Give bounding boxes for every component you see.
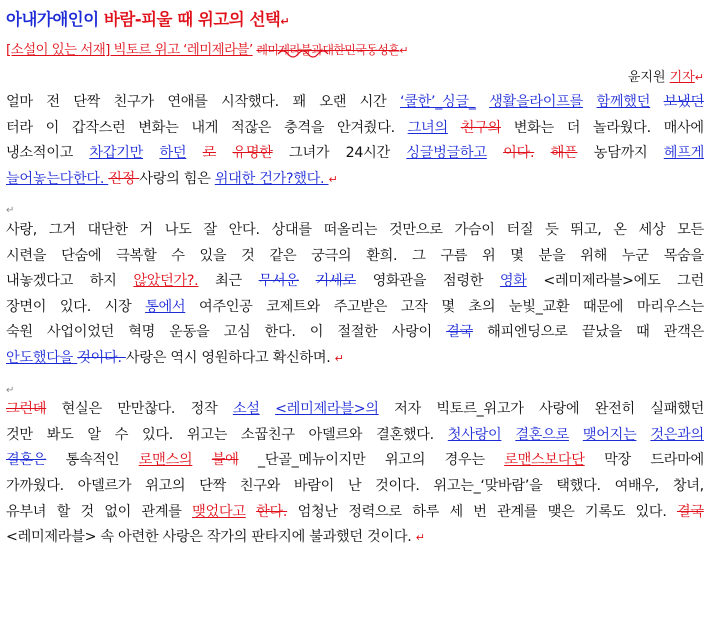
word: 이다.	[503, 145, 535, 162]
word: 주고받은	[333, 298, 388, 315]
word: 안도했다을	[6, 349, 78, 366]
word: 고심	[223, 324, 251, 341]
word: 것이다.	[367, 529, 416, 546]
word: 이	[309, 324, 324, 341]
word: 그거	[48, 221, 76, 238]
word: 환희.	[366, 247, 398, 264]
word: 시련을	[6, 247, 47, 264]
word: 극복할	[116, 247, 157, 264]
word: 정력으로	[348, 503, 402, 520]
word: 수	[171, 247, 185, 264]
word: 아델르가	[77, 477, 132, 494]
word: 가슴이	[454, 221, 495, 238]
text-line	[6, 474, 704, 500]
word: 맺었다고	[192, 503, 246, 520]
word: 위고는	[186, 426, 228, 443]
word: 맺은	[547, 503, 575, 520]
word: 영화관을	[372, 273, 427, 290]
word: 누군	[621, 247, 649, 264]
word: 단숨에	[61, 247, 102, 264]
text-line	[6, 423, 704, 449]
word: 해픈	[550, 145, 578, 162]
word: 점령한	[442, 273, 484, 290]
word: 그녀가	[289, 145, 330, 162]
word: 맺어지는	[582, 426, 637, 443]
word: 위고의	[384, 452, 426, 469]
word: 작가의	[206, 529, 252, 546]
word: 사랑의	[139, 170, 184, 187]
word: 놀라웠다.	[592, 119, 651, 136]
word: 소설	[232, 401, 260, 418]
word: 통속적인	[65, 452, 120, 469]
word: 것만으로	[389, 221, 443, 238]
word: 위고는_‘맞바람’을	[433, 477, 543, 494]
word: 역시	[170, 349, 202, 366]
word: 결국	[676, 503, 704, 520]
text-line	[6, 525, 704, 551]
word: 친구의	[460, 119, 501, 136]
word: 그런	[677, 273, 704, 290]
word: 기세로	[315, 273, 356, 290]
word: 하지	[89, 273, 117, 290]
reporter-role: 기자	[669, 70, 695, 85]
word: 없이	[104, 503, 132, 520]
text-line	[6, 397, 704, 423]
word: 위	[482, 247, 496, 264]
text-line	[6, 244, 704, 270]
word: 이	[45, 119, 60, 136]
word: 현실은	[61, 401, 102, 418]
word: 내게	[191, 119, 219, 136]
empty-paragraph-mark: ↵	[6, 384, 15, 396]
word: 냉소적이고	[6, 145, 74, 162]
word: 불과했던	[309, 529, 368, 546]
word: 하던	[159, 145, 187, 162]
paragraph-gap	[6, 192, 704, 218]
article-title	[6, 6, 289, 30]
byline	[628, 66, 704, 85]
word: 있다.	[59, 298, 91, 315]
word: 대단한	[87, 221, 128, 238]
word: 친구가	[113, 94, 154, 110]
word: 상대를	[271, 221, 312, 238]
word: 있다.	[142, 426, 174, 443]
word: 세상	[638, 221, 666, 238]
word: 것은과의	[650, 426, 704, 443]
word: 구름	[440, 247, 468, 264]
word: <레미제라블>	[6, 529, 101, 546]
word: 것	[80, 503, 94, 520]
word: 봐도	[46, 426, 74, 443]
word: 보냈던	[663, 94, 704, 110]
word: 진정	[108, 170, 140, 187]
byline-paragraph-mark: ↵	[694, 71, 704, 84]
word: 한다.	[264, 324, 296, 341]
word: 단짝	[73, 94, 101, 110]
word: 아델르와	[308, 426, 363, 443]
word: 최근	[215, 273, 242, 290]
word: 난	[347, 477, 362, 494]
word: 택했다.	[556, 477, 601, 494]
word: 그런데	[6, 401, 47, 418]
word: 모든	[677, 221, 704, 238]
paragraph-gap	[6, 372, 704, 398]
word: 정작	[190, 401, 218, 418]
word: 엄청난	[297, 503, 338, 520]
word: 농담까지	[593, 145, 648, 162]
word: _단골_메뉴이지만	[258, 452, 366, 469]
word: 변화는	[138, 119, 179, 136]
word: 초의	[468, 298, 496, 315]
word: ‘쿨한’_싱글_	[399, 94, 476, 110]
word: 고작	[400, 298, 428, 315]
empty-paragraph-mark: ↵	[6, 205, 15, 217]
word: 사랑에	[539, 401, 580, 418]
word: 생활을라이프를	[489, 94, 583, 110]
title-part-1: 아내가애인이	[6, 10, 104, 29]
word: 영원하다고	[201, 349, 273, 366]
word: 친구와	[239, 477, 281, 494]
word: 분을	[538, 247, 566, 264]
text-line	[6, 90, 704, 116]
word: <레미제라블>에도	[543, 273, 661, 290]
word: 온	[613, 221, 627, 238]
word: 영화	[499, 273, 527, 290]
word: 유부녀	[6, 503, 47, 520]
article-body	[6, 90, 704, 551]
reporter-name: 윤지원	[627, 70, 670, 85]
word: 건가?했다.	[259, 170, 329, 187]
word: 듯	[545, 221, 559, 238]
word: 갑작스런	[71, 119, 126, 136]
text-line	[6, 448, 704, 474]
word: 막장	[604, 452, 631, 469]
word: 단짝	[199, 477, 226, 494]
word: 차갑기만	[89, 145, 144, 162]
subtitle-deleted: 레미제라블과대한민국동성혼	[256, 43, 400, 57]
word: 불에	[211, 452, 239, 469]
paragraph-mark: ↵	[328, 172, 338, 186]
word: 로맨스보다단	[504, 452, 585, 469]
word: 알	[87, 426, 101, 443]
word: 안다.	[228, 221, 260, 238]
word: 해피엔딩으로	[487, 324, 568, 341]
word: 떠올리는	[323, 221, 378, 238]
word: 함께했던	[596, 94, 651, 110]
text-line	[6, 167, 704, 193]
word: 눈빛_교환	[508, 298, 570, 315]
word: 위대한	[214, 170, 260, 187]
word: 여배우,	[614, 477, 659, 494]
word: 매사에	[663, 119, 704, 136]
word: 아련한	[118, 529, 163, 546]
word: 사업이었던	[46, 324, 115, 341]
word: 경우는	[444, 452, 485, 469]
word: 로맨스의	[138, 452, 193, 469]
word: 것	[241, 247, 255, 264]
word: 번	[473, 503, 487, 520]
word: 드라마에	[650, 452, 704, 469]
word: 여주인공	[198, 298, 253, 315]
word: 거	[139, 221, 153, 238]
word: 적잖은	[230, 119, 272, 136]
word: 늘어놓는다한다.	[6, 170, 109, 187]
word: 통에서	[145, 298, 186, 315]
word: 사랑은	[162, 529, 207, 546]
word: 헤프게	[663, 145, 704, 162]
word: 꽤	[292, 94, 306, 110]
word: 관객은	[663, 324, 704, 341]
word: 뛰고,	[570, 221, 602, 238]
word: 결국	[446, 324, 473, 341]
word: 확신하며.	[272, 349, 335, 366]
text-line	[6, 500, 704, 526]
word: 위해	[580, 247, 608, 264]
text-line	[6, 141, 704, 167]
title-part-2: 바람-피울 때 위고의 선택	[103, 10, 281, 29]
word: 나도	[164, 221, 192, 238]
revision-wavy-mark-icon	[278, 48, 478, 60]
word: 저자	[394, 401, 421, 418]
word: 궁극의	[311, 247, 352, 264]
word: 한다.	[256, 503, 288, 520]
word: 그녀의	[407, 119, 448, 136]
word: 사랑,	[6, 221, 38, 238]
word: 가까웠다.	[6, 477, 64, 494]
subtitle-paragraph-mark: ↵	[399, 44, 408, 57]
word: 사랑이	[391, 324, 432, 341]
word: 그	[412, 247, 426, 264]
paragraph-mark: ↵	[334, 351, 344, 365]
word: 잘	[203, 221, 217, 238]
text-line	[6, 218, 704, 244]
word: 몇	[510, 247, 524, 264]
word: 시작했다.	[221, 94, 279, 110]
word: 관계를	[497, 503, 538, 520]
word: 장면이	[6, 298, 47, 315]
word: 완전히	[594, 401, 635, 418]
word: 창녀,	[672, 477, 704, 494]
text-line	[6, 320, 704, 346]
word: 숙원	[6, 324, 33, 341]
word: 수	[114, 426, 129, 443]
text-line	[6, 295, 704, 321]
word: 싱글벙글하고	[406, 145, 487, 162]
word: 결혼은	[6, 452, 47, 469]
subtitle-inserted: [소설이 있는 서재] 빅토르 위고 ‘레미제라블’	[6, 42, 253, 58]
word: 목숨을	[663, 247, 704, 264]
word: 절절한	[337, 324, 378, 341]
word: 때문에	[583, 298, 624, 315]
word: 있다.	[635, 503, 667, 520]
word: 안겨줬다.	[337, 119, 395, 136]
word: 판타지에	[251, 529, 310, 546]
word: 첫사랑이	[447, 426, 502, 443]
word: 마리우스는	[636, 298, 704, 315]
text-line	[6, 269, 704, 295]
word: 기록도	[584, 503, 626, 520]
word: 할	[56, 503, 71, 520]
word: 같은	[269, 247, 297, 264]
word: 코제트와	[266, 298, 320, 315]
word: 혁명	[128, 324, 155, 341]
word: 하루	[412, 503, 440, 520]
word: 만만찮다.	[117, 401, 176, 418]
word: 연애를	[167, 94, 208, 110]
word: 변화는	[513, 119, 554, 136]
text-line	[6, 346, 704, 372]
word: 시장	[104, 298, 132, 315]
word: 결혼했다.	[376, 426, 434, 443]
word: 내놓겠다고	[6, 273, 74, 290]
word: 몇	[441, 298, 455, 315]
word: 세	[449, 503, 463, 520]
word: 더	[566, 119, 581, 136]
word: 않았던가?.	[133, 273, 199, 290]
word: 때	[636, 324, 650, 341]
word: 것만	[6, 426, 33, 443]
word: 시간	[359, 94, 387, 110]
word: 위고의	[145, 477, 186, 494]
word: 바람이	[293, 477, 335, 494]
word: <레미제라블>의	[275, 401, 379, 418]
word: 끝났을	[581, 324, 622, 341]
word: 24시간	[345, 145, 390, 162]
paragraph-mark: ↵	[415, 531, 425, 545]
word: 로	[202, 145, 217, 162]
word: 운동을	[169, 324, 210, 341]
word: 힘은	[183, 170, 215, 187]
word: 터라	[6, 119, 33, 136]
word: 오랜	[319, 94, 347, 110]
word: 것이다.	[77, 349, 126, 366]
word: 터질	[506, 221, 534, 238]
title-paragraph-mark: ↵	[280, 15, 290, 28]
word: 소꿉친구	[241, 426, 295, 443]
word: 유명한	[232, 145, 273, 162]
word: 속	[100, 529, 119, 546]
word: 충격을	[283, 119, 325, 136]
word: 관계를	[141, 503, 182, 520]
word: 있을	[199, 247, 227, 264]
text-line	[6, 116, 704, 142]
word: 것이다.	[375, 477, 420, 494]
word: 사랑은	[125, 349, 171, 366]
word: 얼마	[6, 94, 33, 110]
word: 무서운	[258, 273, 299, 290]
word: 빅토르_위고가	[436, 401, 524, 418]
word: 전	[46, 94, 60, 110]
word: 결혼으로	[515, 426, 569, 443]
word: 실패했던	[650, 401, 704, 418]
